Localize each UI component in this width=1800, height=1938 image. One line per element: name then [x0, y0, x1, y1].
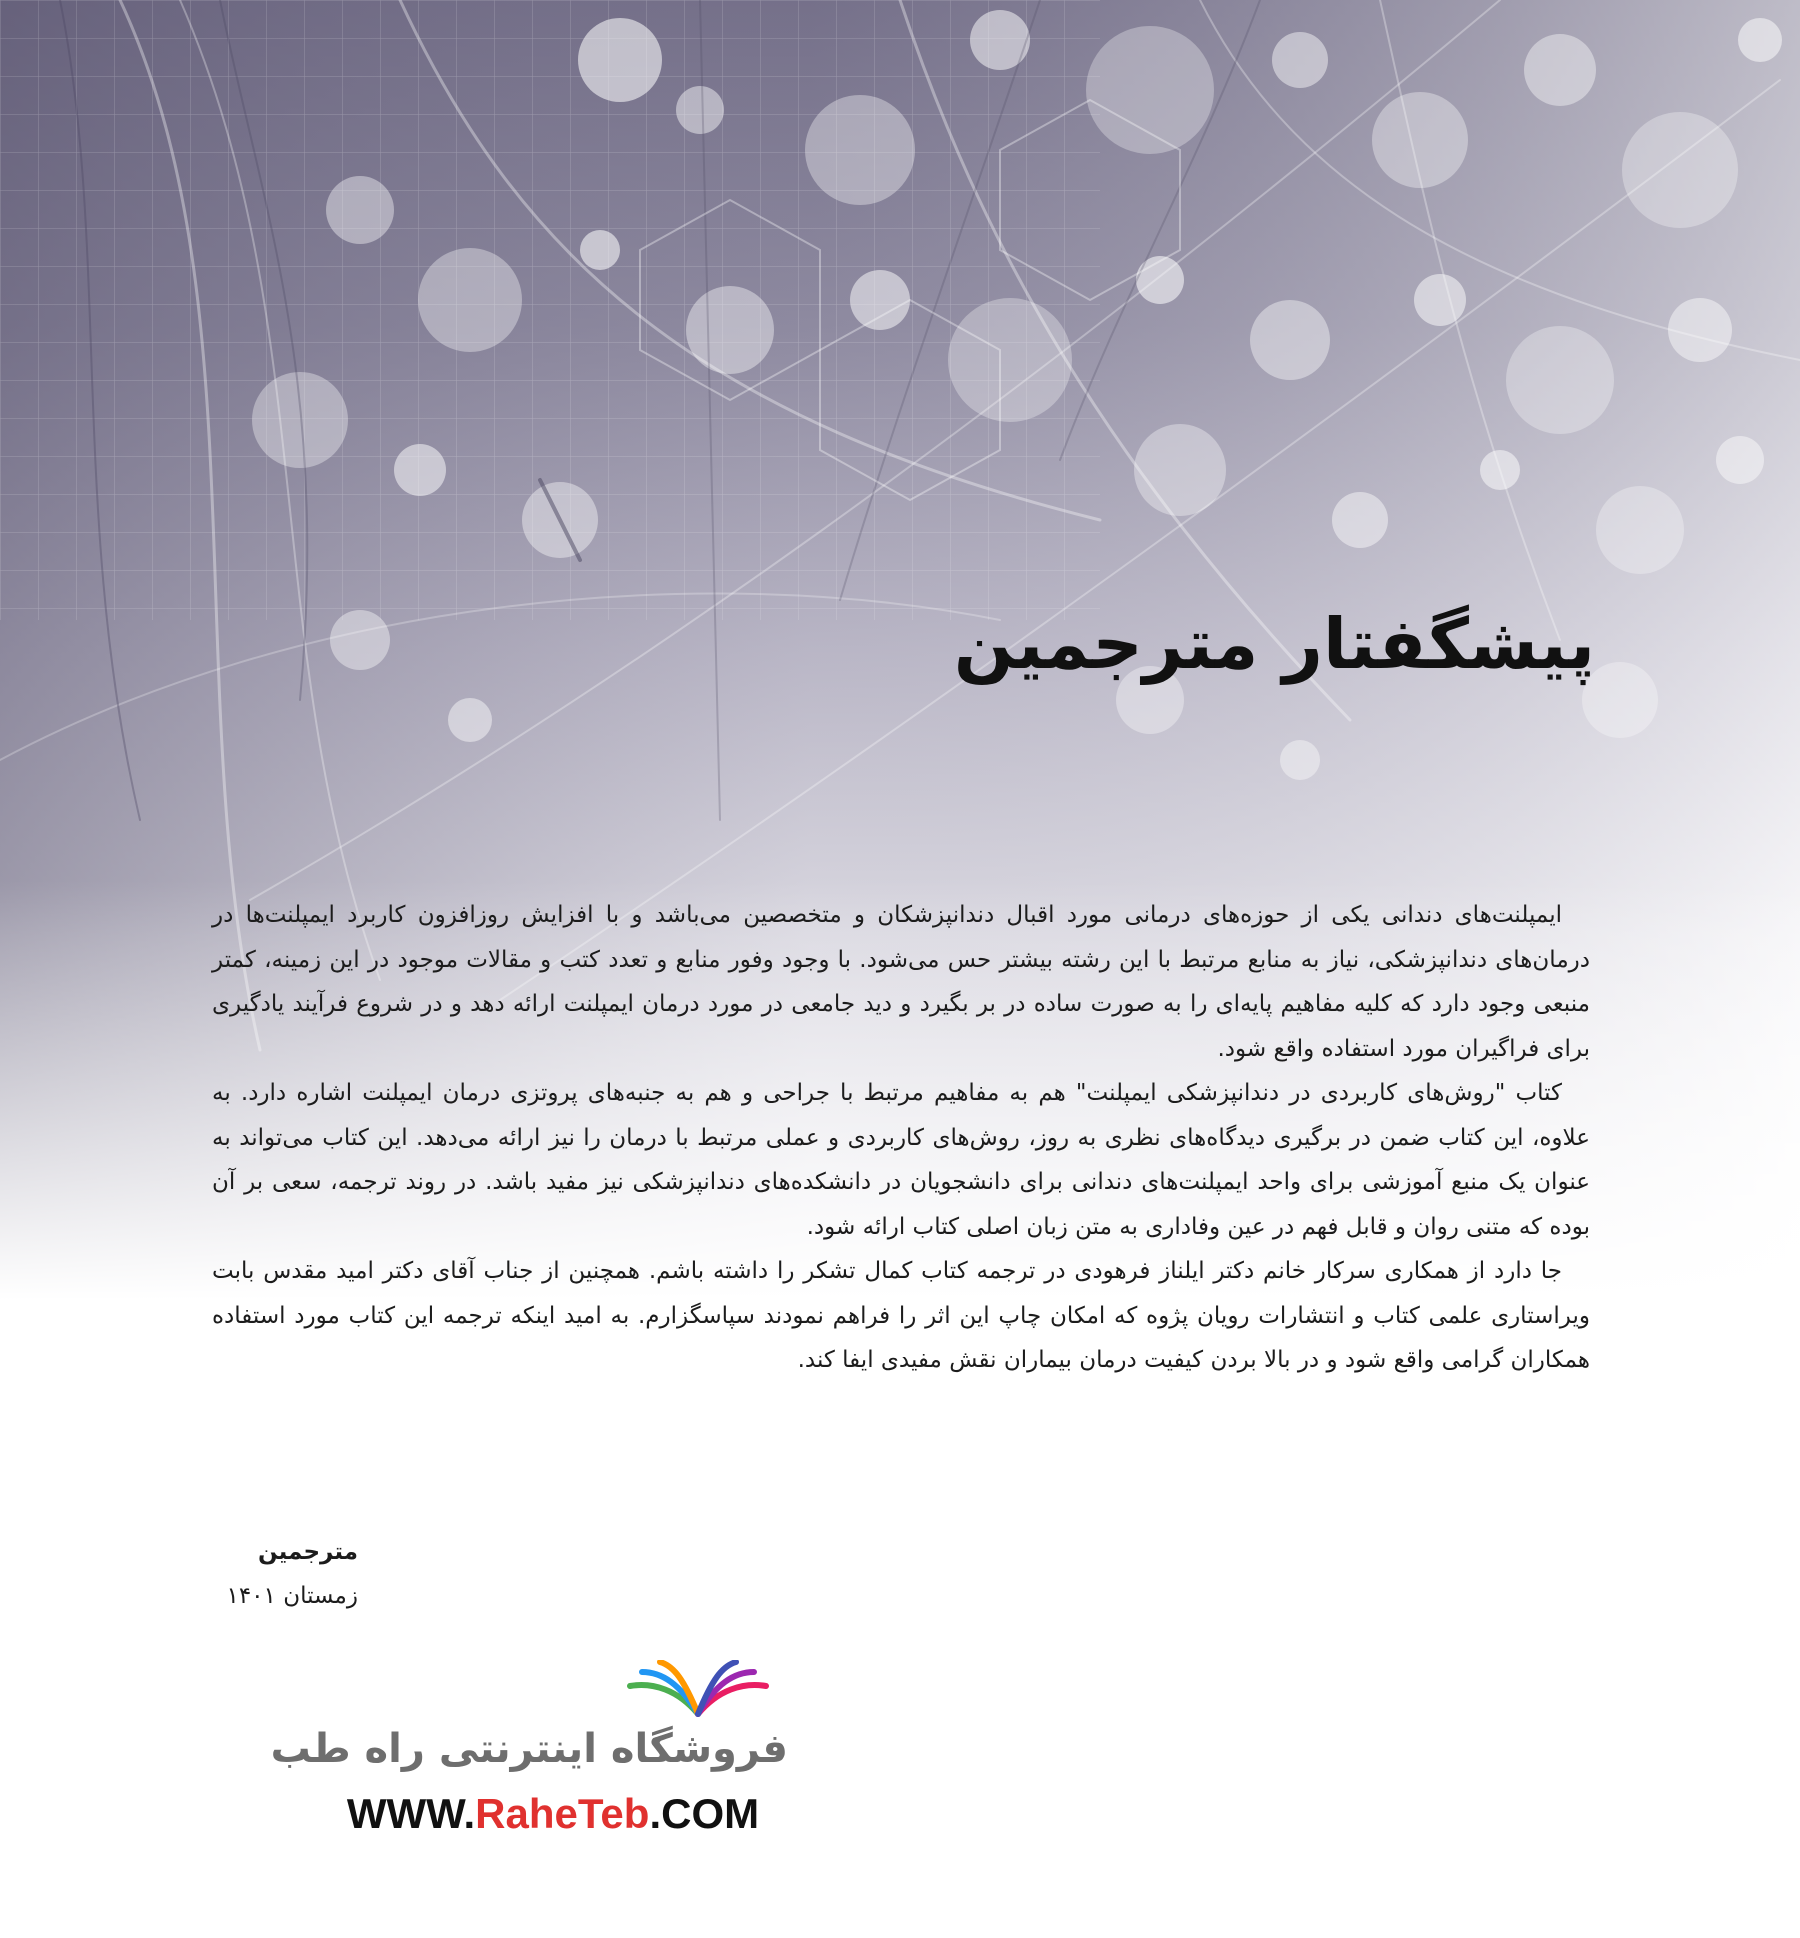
url-brand: RaheTeb	[475, 1790, 650, 1837]
url-prefix: WWW.	[346, 1790, 476, 1837]
store-name: فروشگاه اینترنتی راه طب	[270, 1726, 788, 1772]
store-logo	[270, 1660, 798, 1860]
page-title: پیشگفتار مترجمین	[953, 603, 1595, 685]
paragraph: کتاب "روش‌های کاربردی در دندانپزشکی ایمپلنت" هم به مفاهیم مرتبط با جراحی و هم به جنبه‌های پروتزی درمان ایمپلنت اشاره دارد. به علاوه، این کتاب ضمن در برگیری دیدگاه‌های نظری به روز، روش‌های کاربردی و عملی مرتبط با درمان را نیز ارائه می‌دهد. این کتاب می‌تواند به عنوان یک منبع آموزشی برای واحد ایمپلنت‌های دندانی برای دانشجویان در دانشکده‌های دندانپزشکی نیز مفید باشد. در روند ترجمه، سعی بر آن بوده که متنی روان و قابل فهم در عین وفاداری به متن زبان اصلی کتاب ارائه شود.	[212, 1080, 1590, 1240]
paragraph: جا دارد از همکاری سرکار خانم دکتر ایلناز فرهودی در ترجمه کتاب کمال تشکر را داشته باشم. همچنین از جناب آقای دکتر امید مقدس بابت ویراستاری علمی کتاب و انتشارات رویان پژوه که امکان چاپ این اثر را فراهم نمودند سپاسگزارم. به امید اینکه ترجمه این کتاب مورد استفاده همکاران گرامی واقع شود و در بالا بردن کیفیت درمان بیماران نقش مفیدی ایفا کند.	[212, 1258, 1590, 1373]
signature-name: مترجمین	[257, 1539, 358, 1565]
store-url	[318, 1786, 788, 1842]
open-book-icon	[618, 1660, 778, 1720]
signature-block	[210, 1530, 410, 1618]
preface-body	[212, 893, 1590, 1383]
paragraph: ایمپلنت‌های دندانی یکی از حوزه‌های درمانی مورد اقبال دندانپزشکان و متخصصین می‌باشد و با افزایش روزافزون کاربرد ایمپلنت‌ها در درمان‌های دندانپزشکی، نیاز به منابع مرتبط با این رشته بیشتر حس می‌شود. با وجود وفور منابع و تعدد کتب و مقالات موجود در این زمینه، کمتر منبعی وجود دارد که کلیه مفاهیم پایه‌ای را به صورت ساده در بر بگیرد و دید جامعی در مورد درمان ایمپلنت ارائه دهد و در شروع فرآیند یادگیری برای فراگیران مورد استفاده واقع شود.	[212, 902, 1590, 1062]
signature-date: زمستان ۱۴۰۱	[226, 1583, 358, 1609]
url-suffix: .COM	[649, 1790, 760, 1837]
